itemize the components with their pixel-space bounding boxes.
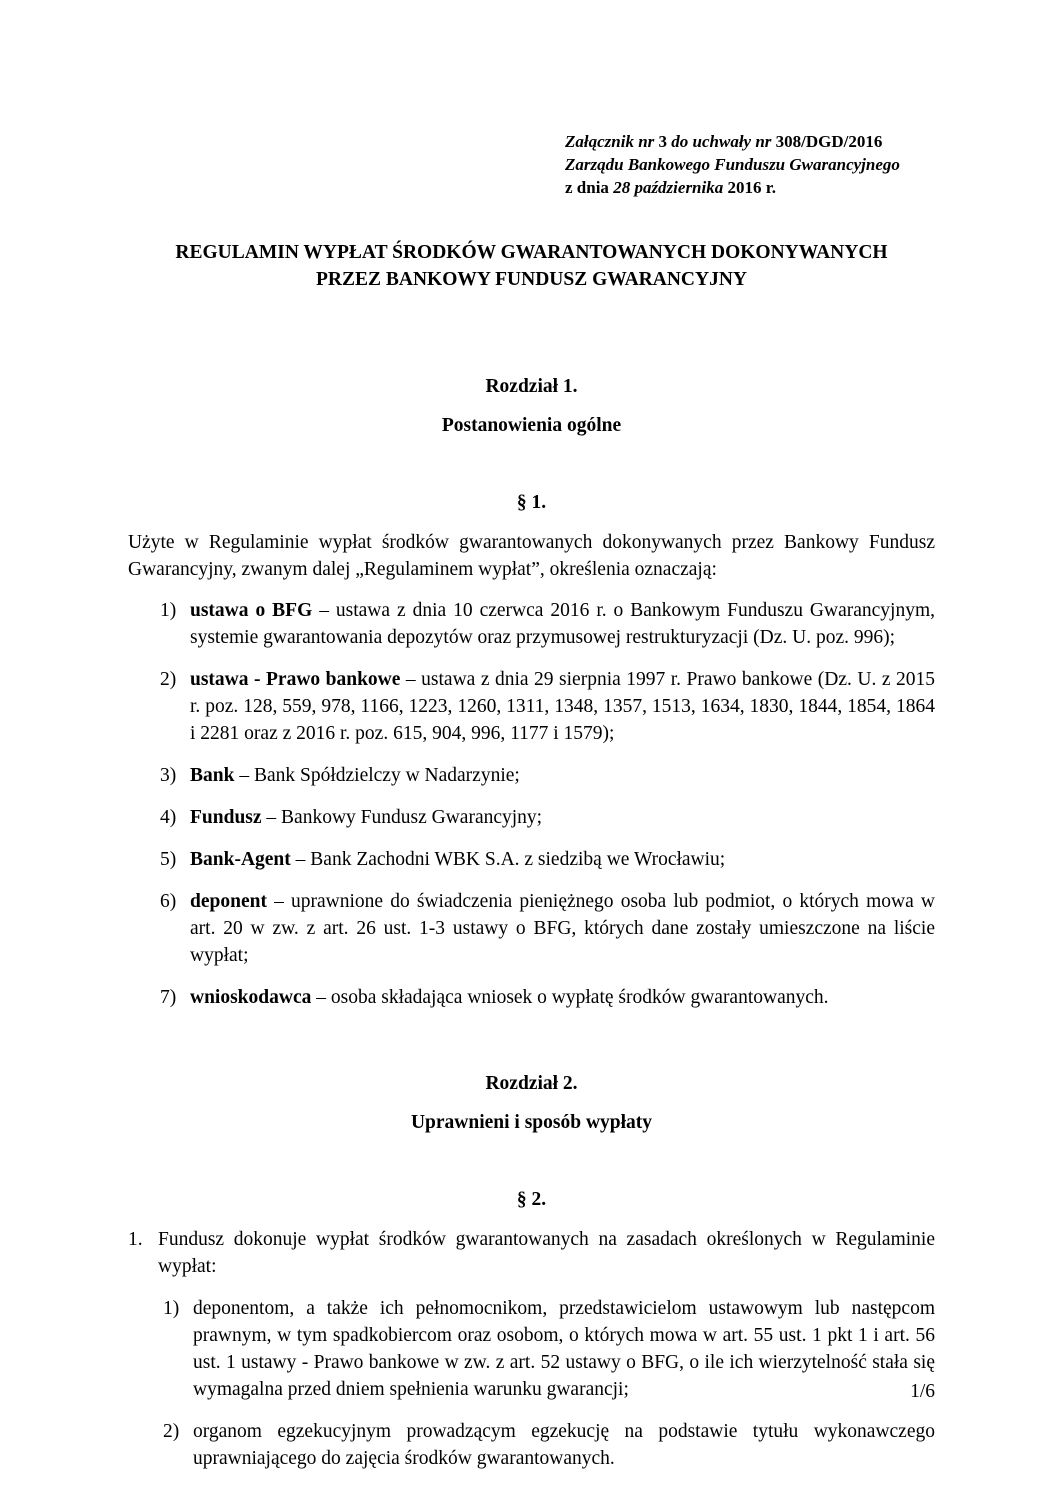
sub-item (163, 1295, 935, 1403)
intro-paragraph: Użyte w Regulaminie wypłat środków gwarantowanych dokonywanych przez Bankowy Fundusz Gwarancyjny, zwanym dalej „Regulaminem wypłat”, określenia oznaczają: (128, 532, 935, 580)
definition-number: 5) (160, 849, 177, 870)
definition-number: 1) (160, 600, 177, 621)
document-title-line-1: REGULAMIN WYPŁAT ŚRODKÓW GWARANTOWANYCH DOKONYWANYCH (175, 242, 888, 263)
page-number: 1/6 (910, 1381, 935, 1402)
sub-item-number: 2) (163, 1421, 180, 1442)
definition-number: 4) (160, 807, 177, 828)
numbered-item-text: Fundusz dokonuje wypłat środków gwarantowanych na zasadach określonych w Regulaminie wypłat: (158, 1229, 935, 1277)
sub-item-text: deponentom, a także ich pełnomocnikom, przedstawicielom ustawowym lub następcom prawnym, w tym spadkobiercom oraz osobom, o których mowa w art. 55 ust. 1 pkt 1 i art. 56 ust. 1 ustawy - Prawo bankowe w zw. z art. 52 ustawy o BFG, o ile ich wierzytelność stała się wymagalna przed dniem spełnienia warunku gwarancji; (193, 1298, 935, 1400)
chapter-2-heading: Rozdział 2. (485, 1073, 578, 1094)
definition-text: Fundusz – Bankowy Fundusz Gwarancyjny; (190, 807, 543, 828)
document-title (128, 239, 935, 293)
definition-text: wnioskodawca – osoba składająca wniosek o wypłatę środków gwarantowanych. (190, 987, 829, 1008)
attachment-note-line-1: Załącznik nr 3 do uchwały nr 308/DGD/2016 (565, 132, 883, 151)
numbered-list (128, 1226, 935, 1472)
numbered-item-number: 1. (128, 1229, 143, 1250)
section-mark-1: § 1. (516, 492, 547, 513)
definition-item (160, 846, 935, 873)
definition-number: 2) (160, 669, 177, 690)
attachment-note-line-3: z dnia 28 października 2016 r. (565, 178, 776, 197)
definition-number: 3) (160, 765, 177, 786)
definition-item (160, 762, 935, 789)
chapter-2-subtitle: Uprawnieni i sposób wypłaty (410, 1112, 653, 1133)
numbered-item (128, 1226, 935, 1280)
sub-item-text: organom egzekucyjnym prowadzącym egzekucję na podstawie tytułu wykonawczego uprawniającego do zajęcia środków gwarantowanych. (193, 1421, 935, 1469)
definition-text: ustawa o BFG – ustawa z dnia 10 czerwca 2016 r. o Bankowym Funduszu Gwarancyjnym, systemie gwarantowania depozytów oraz przymusowej restrukturyzacji (Dz. U. poz. 996); (190, 600, 935, 648)
chapter-1-heading: Rozdział 1. (485, 376, 578, 397)
definition-item (160, 597, 935, 651)
document-title-line-2: PRZEZ BANKOWY FUNDUSZ GWARANCYJNY (315, 269, 747, 290)
definition-number: 7) (160, 987, 177, 1008)
attachment-note-line-2: Zarządu Bankowego Funduszu Gwarancyjnego (565, 155, 900, 174)
section-mark-2: § 2. (516, 1189, 547, 1210)
definition-item (160, 984, 935, 1011)
chapter-1-subtitle: Postanowienia ogólne (441, 415, 622, 436)
definition-text: Bank – Bank Spółdzielczy w Nadarzynie; (190, 765, 520, 786)
definition-item (160, 888, 935, 969)
definition-item (160, 666, 935, 747)
definition-item (160, 804, 935, 831)
attachment-note (565, 130, 935, 199)
sub-list (163, 1295, 935, 1472)
sub-item-number: 1) (163, 1298, 180, 1319)
definition-number: 6) (160, 891, 177, 912)
definition-text: deponent – uprawnione do świadczenia pieniężnego osoba lub podmiot, o których mowa w art. 20 w zw. z art. 26 ust. 1-3 ustawy o BFG, których dane zostały umieszczone na liście wypłat; (190, 891, 935, 966)
sub-item (163, 1418, 935, 1472)
definitions-list (160, 597, 935, 1011)
spacer (128, 1026, 935, 1070)
definition-text: Bank-Agent – Bank Zachodni WBK S.A. z siedzibą we Wrocławiu; (190, 849, 726, 870)
definition-text: ustawa - Prawo bankowe – ustawa z dnia 29 sierpnia 1997 r. Prawo bankowe (Dz. U. z 2015 r. poz. 128, 559, 978, 1166, 1223, 1260, 1311, 1348, 1357, 1513, 1634, 1830, 1844, 1854, 1864 i 2281 oraz z 2016 r. poz. 615, 904, 996, 1177 i 1579); (190, 669, 935, 744)
